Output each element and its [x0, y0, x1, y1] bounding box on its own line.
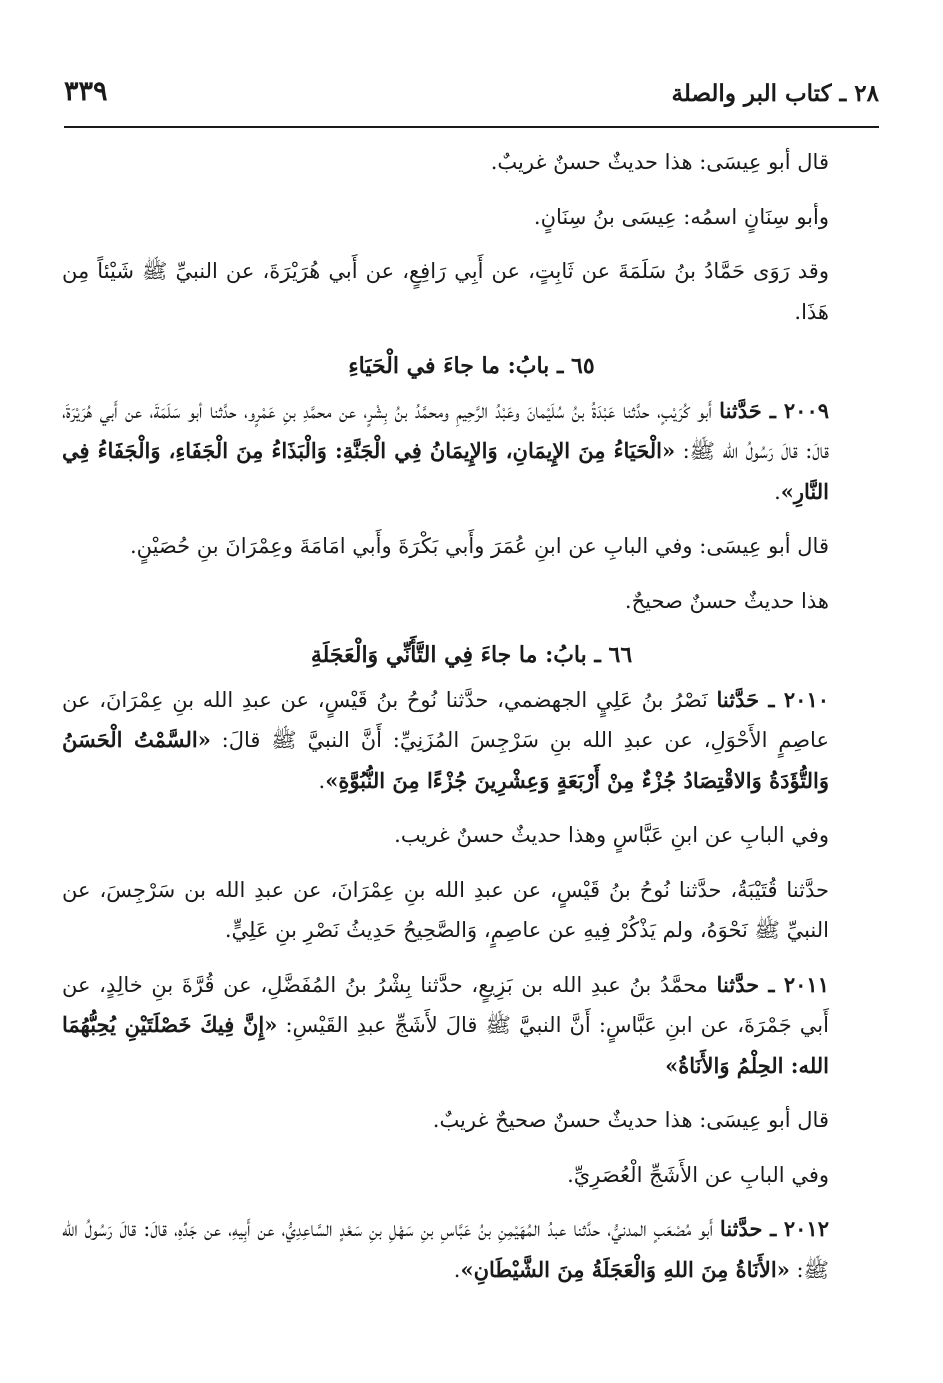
hadith-2010-number: ٢٠١٠ ـ حَدَّثنا — [716, 686, 830, 712]
paragraph-ashajj: وفي البابِ عن الأَشَجِّ الْعُصَرِيِّ. — [567, 1162, 829, 1187]
hadith-2009-number: ٢٠٠٩ ـ حَدَّثنا — [719, 397, 830, 423]
hadith-2009-end: . — [774, 479, 781, 504]
hadith-2012 — [62, 1209, 881, 1290]
hadith-2012-number: ٢٠١٢ ـ حدَّثنا — [719, 1216, 829, 1241]
hadith-2009 — [62, 391, 881, 513]
paragraph-abu-isa-2: قال أبو عِيسَى: وفي البابِ عن ابنِ عُمَرَ وأَبي بَكْرَةَ وأَبي امَامَةَ وعِمْرَانَ بنِ حُصَيْنٍ. — [129, 534, 829, 558]
hadith-2011-matn: «إِنَّ فِيكَ خَصْلَتَيْنِ يُحِبُّهُمَا الله: الحِلْمُ وَالأَنَاةُ» — [62, 1012, 829, 1078]
hadith-2012-matn: «الأَنَاةُ مِنَ اللهِ وَالْعَجَلَةُ مِنَ الشَّيْطَانِ» — [460, 1256, 790, 1282]
hadith-2011-isnad: محمَّدُ بنُ عبدِ الله بن بَزِيعٍ، حدَّثنا بِشْرُ بنُ المُفَضَّلِ، عن قُرَّةَ بنِ خالِدٍ، عن أَبي جَمْرَةَ، عن ابنِ عَبَّاسٍ: أَنَّ النبيَّ ﷺ قالَ لأَشَجِّ عبدِ القَيْسِ: — [62, 972, 829, 1037]
page-number: ٣٣٩ — [64, 76, 108, 107]
paragraph-abu-isa-3: قال أبو عِيسَى: هذا حديثٌ حسنٌ صحيحٌ غريبٌ. — [432, 1108, 829, 1132]
paragraph-qutaybah: حدَّثنا قُتَيْبَةُ، حدَّثنا نُوحُ بنُ قَيْسٍ، عن عبدِ الله بنِ عِمْرَانَ، عن عبدِ الله بن سَرْجِسَ، عن النبيِّ ﷺ نَحْوَهُ، ولم يَذْكُرْ فِيهِ عن عاصِمٍ، وَالصَّحِيحُ حَدِيثُ نَصْرِ بنِ عَلِيٍّ. — [62, 877, 829, 942]
hadith-2010-matn: «السَّمْتُ الْحَسَنُ وَالتُّؤَدَةُ وَالاقْتِصَادُ جُزْءٌ مِنْ أَرْبَعَةٍ وَعِشْرِينَ جُزْءًا مِنَ النُّبُوَّةِ» — [62, 727, 829, 793]
header-rule — [64, 126, 879, 128]
paragraph-abu-sinan: وأبو سِنَانٍ اسمُه: عِيسَى بنُ سِنَانٍ. — [533, 204, 829, 229]
paragraph-hammad: وقد رَوَى حَمَّادُ بنُ سَلَمَةَ عن ثَابِتٍ، عن أَبِي رَافِعٍ، عن أَبي هُرَيْرَةَ، عن النبيِّ ﷺ شَيْئاً مِن هَذَا. — [62, 259, 829, 324]
page-header — [64, 76, 879, 120]
page-body — [62, 142, 881, 1304]
hadith-2011-number: ٢٠١١ ـ حدَّثنا — [716, 971, 829, 997]
hadith-2009-isnad: أَبو كُرَيْبٍ، حدَّثنا عَبْدَةُ بنُ سُلَيْمانَ وعَبْدُ الرَّحِيمِ ومحمَّدُ بنُ بِشْرٍ، عن محمَّدِ بنِ عَمْرٍو، حدَّثنا أبو سَلَمَةَ، عن أَبي هُرَيْرَةَ، قالَ: قالَ رَسُولُ الله ﷺ: — [62, 398, 829, 463]
running-head: ٢٨ ـ كتاب البر والصلة — [671, 80, 879, 107]
paragraph-ibn-abbas: وفي البابِ عن ابنِ عَبَّاسٍ وهذا حديثٌ حسنٌ غريب. — [394, 823, 829, 847]
hadith-2012-end: . — [453, 1257, 461, 1282]
chapter-heading-65: ٦٥ ـ بابُ: ما جاءَ في الْحَيَاءِ — [348, 353, 595, 379]
paragraph-abu-isa-1: قال أبو عِيسَى: هذا حديثٌ حسنٌ غريبٌ. — [490, 150, 829, 174]
hadith-2009-matn: «الْحَيَاءُ مِنَ الإِيمَانِ، وَالإِيمَانُ فِي الْجَنَّةِ: وَالْبَذَاءُ مِنَ الْجَفَاءِ، وَالْجَفَاءُ فِي النَّارِ» — [62, 438, 829, 504]
hadith-2011 — [62, 965, 881, 1087]
hadith-2012-isnad: أَبو مُصْعَبٍ المدنيُّ، حدَّثنا عبدُ المُهَيْمِنِ بنُ عَبَّاسِ بنِ سَهْلِ بنِ سَعْدٍ السَّاعِدِيُّ، عن أَبِيهِ، عن جَدِّهِ، قالَ: قالَ رَسُولُ الله ﷺ: — [62, 1217, 829, 1282]
hadith-2010 — [62, 680, 881, 802]
hadith-2010-end: . — [318, 768, 326, 793]
chapter-heading-66: ٦٦ ـ بابُ: ما جاءَ فِي التَّأَنِّي وَالْعَجَلَةِ — [310, 642, 633, 668]
paragraph-hasan-sahih: هذا حديثٌ حسنٌ صحيحٌ. — [624, 588, 829, 613]
hadith-2010-isnad: نَصْرُ بنُ عَلِيٍ الجهضمي، حدَّثنا نُوحُ بنُ قَيْسٍ، عن عبدِ الله بنِ عِمْرَانَ، عن عاصِمٍ الأَحْوَلِ، عن عبدِ الله بنِ سَرْجِسَ المُزَنِيِّ: أَنَّ النبيَّ ﷺ قالَ: — [62, 687, 829, 752]
